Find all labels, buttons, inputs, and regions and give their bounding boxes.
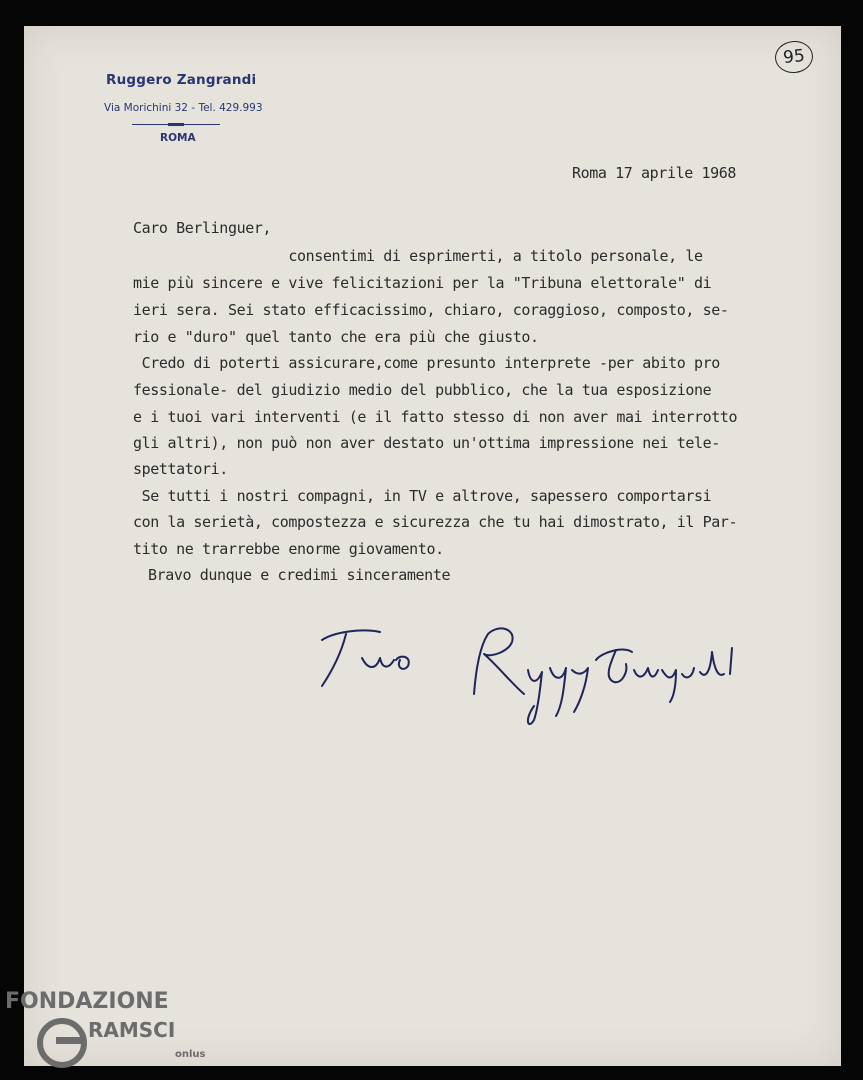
letterhead-name: Ruggero Zangrandi — [106, 72, 257, 88]
closing-line: Bravo dunque e credimi sinceramente — [148, 566, 451, 584]
watermark-line1: FONDAZIONE — [5, 989, 169, 1014]
body-line: mie più sincere e vive felicitazioni per la "Tribuna elettorale" di — [133, 274, 712, 292]
fondazione-gramsci-watermark — [0, 985, 220, 1080]
watermark-line3: onlus — [175, 1049, 206, 1060]
body-line: Se tutti i nostri compagni, in TV e altrove, sapessero comportarsi — [133, 487, 712, 505]
body-line: ieri sera. Sei stato efficacissimo, chiaro, coraggioso, composto, se- — [133, 301, 729, 319]
body-line: spettatori. — [133, 460, 228, 478]
salutation: Caro Berlinguer, — [133, 219, 272, 237]
handwritten-signature — [284, 608, 754, 738]
body-line: con la serietà, compostezza e sicurezza che tu hai dimostrato, il Par- — [133, 513, 738, 531]
letter-sheet — [24, 26, 841, 1066]
letterhead-divider — [132, 124, 220, 125]
body-line: rio e "duro" quel tanto che era più che giusto. — [133, 328, 539, 346]
page-number-stamp: 95 — [773, 39, 814, 75]
letterhead-address: Via Morichini 32 - Tel. 429.993 — [104, 102, 263, 114]
letterhead-city: ROMA — [160, 132, 196, 144]
body-line: tito ne trarrebbe enorme giovamento. — [133, 540, 444, 558]
body-line: fessionale- del giudizio medio del pubblico, che la tua esposizione — [133, 381, 712, 399]
watermark-line2: RAMSCI — [88, 1018, 176, 1042]
body-line: gli altri), non può non aver destato un'ottima impressione nei tele- — [133, 434, 720, 452]
letter-date: Roma 17 aprile 1968 — [572, 164, 736, 182]
body-line: e i tuoi vari interventi (e il fatto stesso di non aver mai interrotto — [133, 408, 738, 426]
body-line: consentimi di esprimerti, a titolo personale, le — [133, 247, 703, 265]
body-line: Credo di poterti assicurare,come presunto interprete -per abito pro — [133, 354, 720, 372]
